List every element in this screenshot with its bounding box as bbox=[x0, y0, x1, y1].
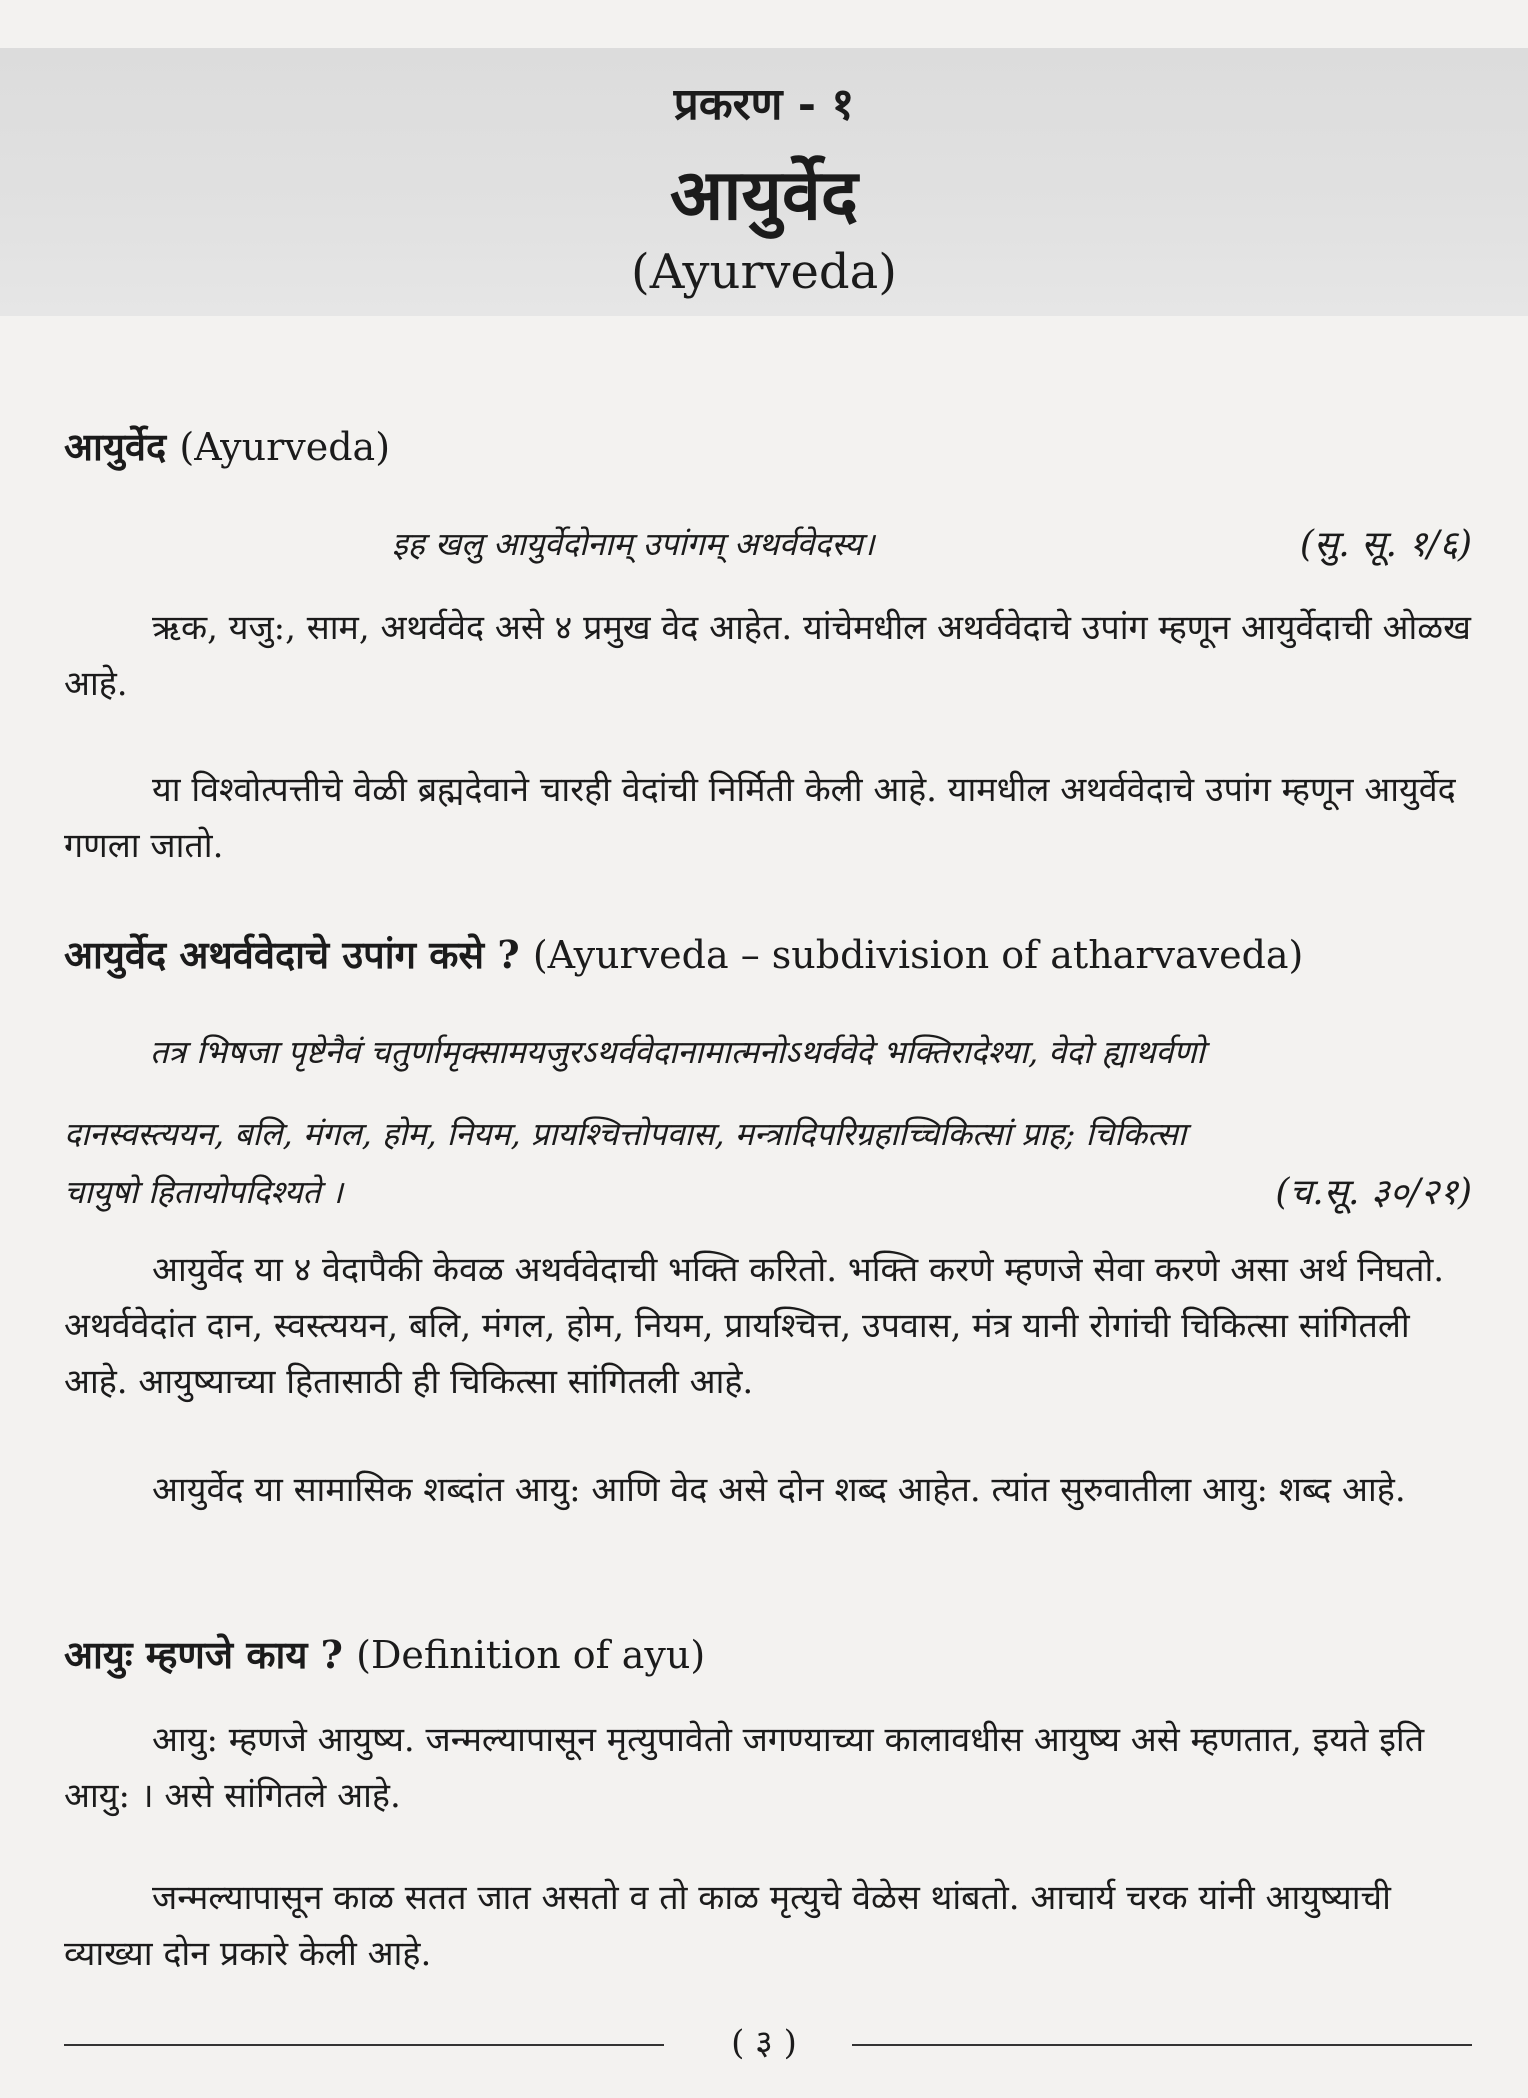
sanskrit-verse-line: दानस्वस्त्ययन, बलि, मंगल, होम, नियम, प्रायश्चित्तोपवास, मन्त्रादिपरिग्रहाच्चिकित्सां प्राह; चिकित्सा bbox=[64, 1115, 1187, 1153]
section-heading-text: आयुर्वेद अथर्ववेदाचे उपांग कसे ? bbox=[64, 932, 520, 977]
chapter-title-english: (Ayurveda) bbox=[630, 244, 897, 300]
section-heading-text: आयुर्वेद bbox=[64, 424, 167, 469]
page-number: ( ३ ) bbox=[731, 2023, 797, 2063]
sanskrit-verse-line: तत्र भिषजा पृष्टेनैवं चतुर्णामृक्सामयजुरऽथर्ववेदानामात्मनोऽथर्ववेदे भक्तिरादेश्या, वेदो ह्याथर्वणो bbox=[150, 1033, 1205, 1071]
paragraph: ऋक, यजु:, साम, अथर्ववेद असे ४ प्रमुख वेद आहेत. यांचेमधील अथर्ववेदाचे उपांग म्हणून आयुर्वेदाची ओळख आहे. bbox=[64, 608, 1471, 704]
section-heading-english: (Ayurveda – subdivision of atharvaveda) bbox=[532, 933, 1304, 977]
verse-reference: (सु. सू. १/६) bbox=[1299, 524, 1472, 565]
paragraph: या विश्वोत्पत्तीचे वेळी ब्रह्मदेवाने चारही वेदांची निर्मिती केली आहे. यामधील अथर्ववेदाचे उपांग म्हणून आयुर्वेद गणला जातो. bbox=[64, 770, 1456, 866]
verse-reference: (च.सू. ३०/२१) bbox=[1275, 1172, 1472, 1213]
sanskrit-verse: इह खलु आयुर्वेदोनाम् उपांगम् अथर्ववेदस्य। bbox=[392, 525, 875, 563]
chapter-number: प्रकरण - १ bbox=[673, 79, 855, 130]
sanskrit-verse-line: चायुषो हितायोपदिश्यते । bbox=[64, 1173, 343, 1211]
section-heading-text: आयुः म्हणजे काय ? bbox=[64, 1632, 343, 1677]
section-heading-ayu bbox=[64, 1628, 705, 1680]
chapter-title: आयुर्वेद bbox=[669, 153, 859, 236]
paragraph: आयु: म्हणजे आयुष्य. जन्मल्यापासून मृत्युपावेतो जगण्याच्या कालावधीस आयुष्य असे म्हणतात, इयते इति आयु: । असे सांगितले आहे. bbox=[64, 1720, 1425, 1816]
section-heading-subdivision bbox=[64, 928, 1303, 980]
section-heading-ayurveda bbox=[64, 420, 390, 472]
paragraph: आयुर्वेद या ४ वेदापैकी केवळ अथर्ववेदाची भक्ति करितो. भक्ति करणे म्हणजे सेवा करणे असा अर्थ निघतो. अथर्ववेदांत दान, स्वस्त्ययन, बलि, मंगल, होम, नियम, प्रायश्चित्त, उपवास, मंत्र यानी रोगांची चिकित्सा सांगितली आहे. आयुष्याच्या हितासाठी ही चिकित्सा सांगितली आहे. bbox=[64, 1250, 1445, 1402]
section-heading-english: (Ayurveda) bbox=[179, 425, 391, 469]
paragraph: आयुर्वेद या सामासिक शब्दांत आयु: आणि वेद असे दोन शब्द आहेत. त्यांत सुरुवातीला आयु: शब्द आहे. bbox=[152, 1470, 1406, 1510]
section-heading-english: (Definition of ayu) bbox=[356, 1633, 706, 1677]
paragraph: जन्मल्यापासून काळ सतत जात असतो व तो काळ मृत्युचे वेळेस थांबतो. आचार्य चरक यांनी आयुष्याची व्याख्या दोन प्रकारे केली आहे. bbox=[64, 1878, 1391, 1974]
chapter-header bbox=[0, 48, 1528, 316]
